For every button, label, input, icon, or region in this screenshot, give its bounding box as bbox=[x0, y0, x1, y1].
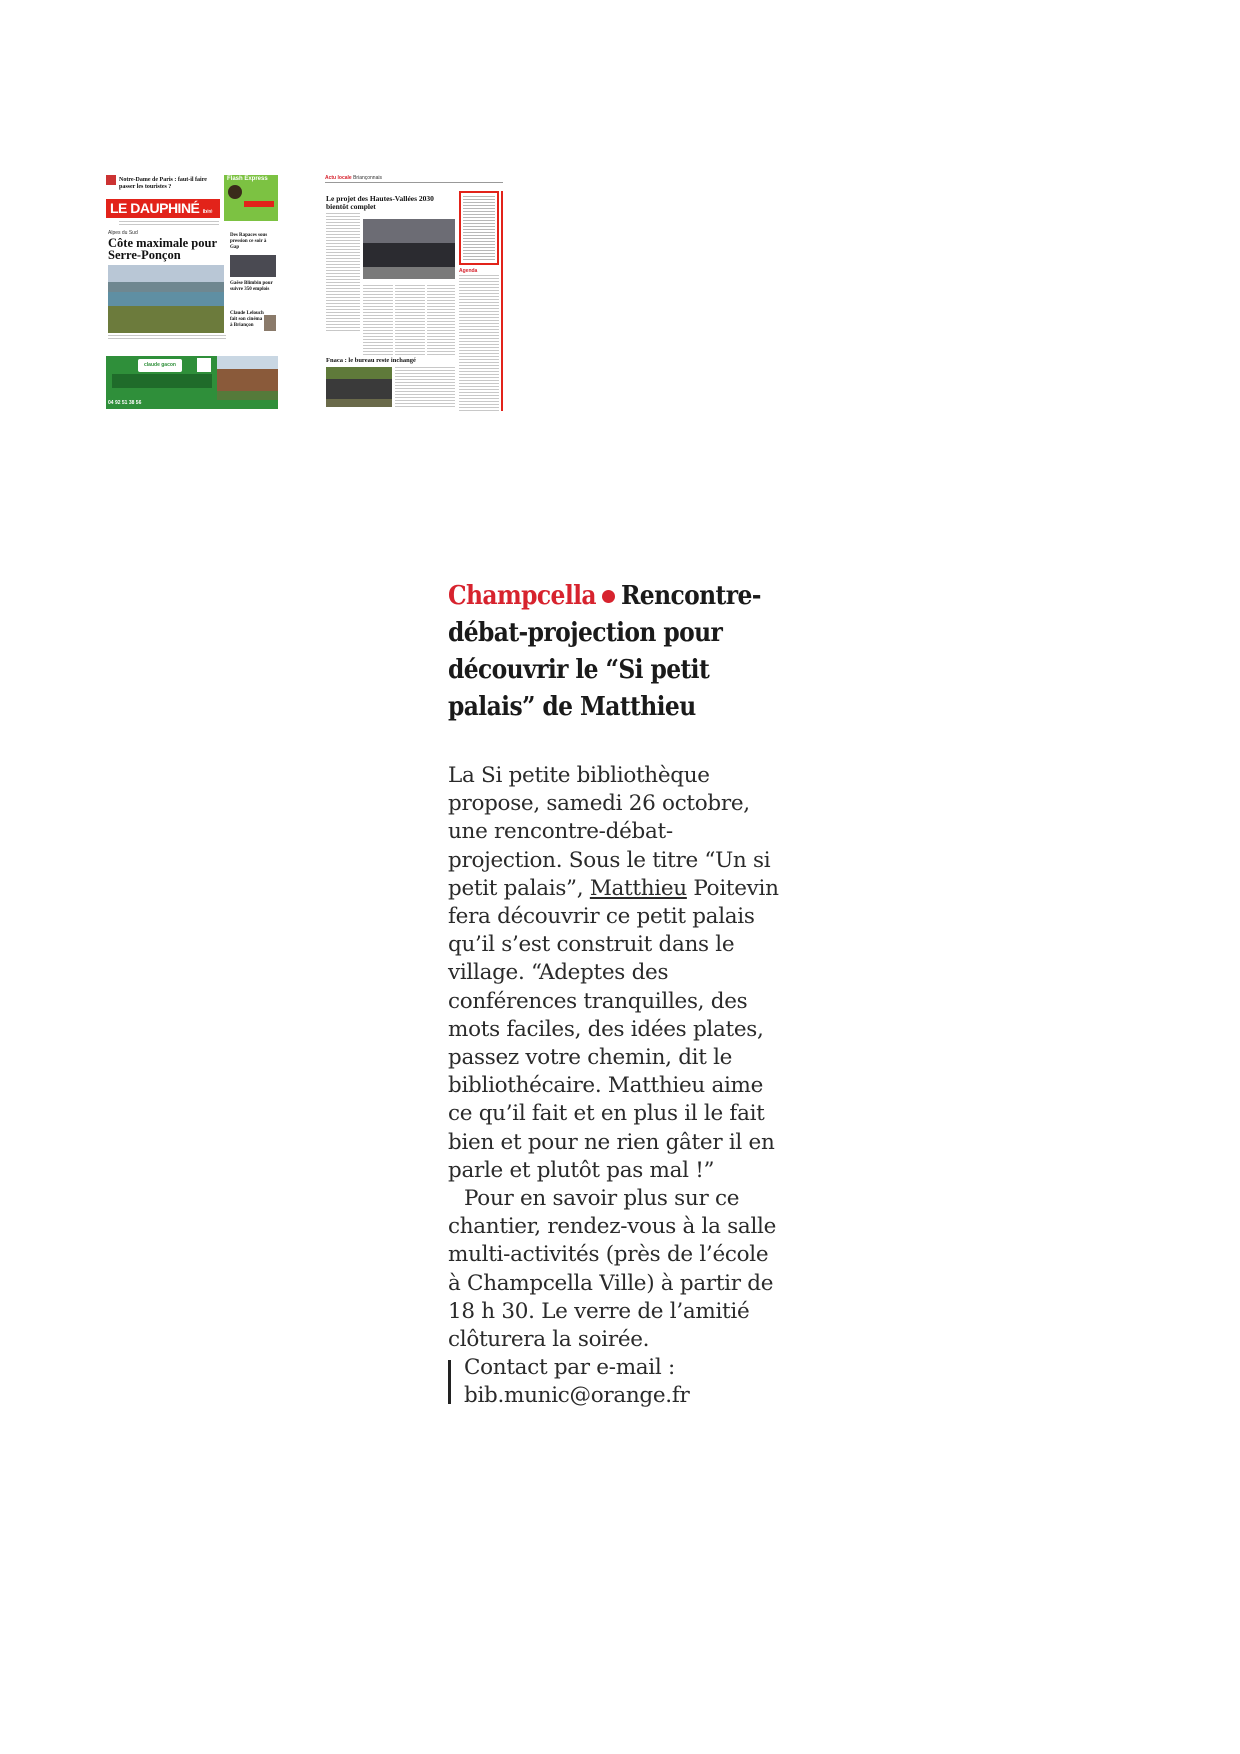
masthead-info bbox=[119, 221, 219, 227]
advert-qr-icon bbox=[197, 358, 211, 372]
inside-column-4 bbox=[427, 285, 455, 355]
contact-rule bbox=[448, 1360, 451, 1404]
inside-column-3 bbox=[395, 285, 425, 355]
article-contact bbox=[448, 1354, 784, 1410]
flash-express-tag bbox=[244, 201, 274, 207]
inside-page-thumbnail[interactable] bbox=[325, 175, 503, 412]
inside-bottom-text bbox=[395, 367, 455, 407]
front-side-story-2: Gaëse Blimbin pour suivre 350 emplois bbox=[230, 281, 273, 292]
article-kicker: Champcella bbox=[448, 581, 596, 611]
front-side-photo-2 bbox=[264, 315, 276, 331]
inside-column-1 bbox=[326, 213, 360, 333]
article-body bbox=[448, 762, 784, 1411]
inside-column-2 bbox=[363, 285, 393, 355]
paragraph-1-text-a: La Si petite bibliothèque propose, samedi 26 octobre, une rencontre-débat-projection. Sous le titre “Un si petit palais”, bbox=[448, 763, 771, 901]
inside-edge-rule bbox=[501, 191, 503, 411]
article-title: Rencontre-débat-projection pour découvrir le “Si petit palais” de Matthieu bbox=[448, 581, 761, 722]
inside-folio bbox=[325, 175, 503, 183]
front-side-story-3: Claude Lelouch fait son cinéma à Briançon bbox=[230, 311, 264, 328]
inside-agenda-column bbox=[459, 275, 499, 411]
person-name-link[interactable]: Matthieu bbox=[589, 875, 687, 901]
contact-text: Contact par e-mail : bib.munic@orange.fr bbox=[464, 1355, 690, 1409]
top-story-photo bbox=[106, 175, 116, 185]
advert-logo-box bbox=[138, 359, 182, 372]
masthead-title: LE DAUPHINÉ bbox=[110, 200, 200, 216]
masthead bbox=[106, 199, 220, 218]
front-side-story-1: Des Rapaces sous pression ce soir à Gap bbox=[230, 233, 268, 250]
inside-section: Actu locale bbox=[325, 175, 352, 181]
bullet-dot-icon bbox=[602, 590, 615, 603]
front-headline: Côte maximale pour Serre-Ponçon bbox=[108, 236, 217, 262]
inside-bottom-headline: Fnaca : le bureau reste inchangé bbox=[326, 357, 416, 364]
inside-headline: Le projet des Hautes-Vallées 2030 bientôt complet bbox=[326, 194, 434, 211]
paragraph-1-text-b: Poitevin fera découvrir ce petit palais qu’il s’est construit dans le village. “Adeptes des conférences tranquilles, des mots faciles, des idées plates, passez votre chemin, dit le bibliothécaire. Matthieu aime ce qu’il fait et en plus il le fait bien et pour ne rien gâter il en parle et plutôt pas mal !” bbox=[448, 875, 779, 1183]
inside-agenda-label: Agenda bbox=[459, 268, 478, 274]
front-photo-caption bbox=[108, 335, 226, 341]
advert-brand: claude gacon bbox=[144, 362, 176, 368]
article-paragraph-2: Pour en savoir plus sur ce chantier, rendez-vous à la salle multi-activités (près de l’école à Champcella Ville) à partir de 18 h 30. Le verre de l’amitié clôturera la soirée. bbox=[448, 1186, 777, 1353]
article-paragraph-1 bbox=[448, 762, 784, 1185]
flash-express-label: Flash Express bbox=[227, 176, 268, 182]
highlighted-article-text bbox=[463, 196, 495, 262]
inside-bottom-photo bbox=[326, 367, 392, 407]
advert-phone: 04 92 51 38 56 bbox=[108, 400, 142, 406]
article bbox=[448, 578, 784, 1411]
inside-main-photo bbox=[363, 219, 455, 279]
flash-express-box bbox=[224, 175, 278, 221]
front-side-photo bbox=[230, 255, 276, 277]
article-headline bbox=[448, 578, 784, 726]
highlighted-article-frame[interactable] bbox=[459, 191, 499, 265]
advert-house-photo bbox=[217, 356, 278, 400]
masthead-sub: libéré bbox=[202, 209, 213, 215]
flash-express-photo bbox=[228, 185, 242, 199]
inside-section-place: Briançonnais bbox=[353, 175, 382, 181]
front-page-thumbnail[interactable] bbox=[106, 175, 278, 412]
advert-promo-band bbox=[112, 374, 212, 388]
front-main-photo bbox=[108, 265, 224, 333]
front-kicker: Alpes du Sud bbox=[108, 230, 138, 236]
front-top-story: Notre-Dame de Paris : faut-il faire passer les touristes ? bbox=[119, 177, 207, 190]
front-advert bbox=[106, 356, 278, 409]
